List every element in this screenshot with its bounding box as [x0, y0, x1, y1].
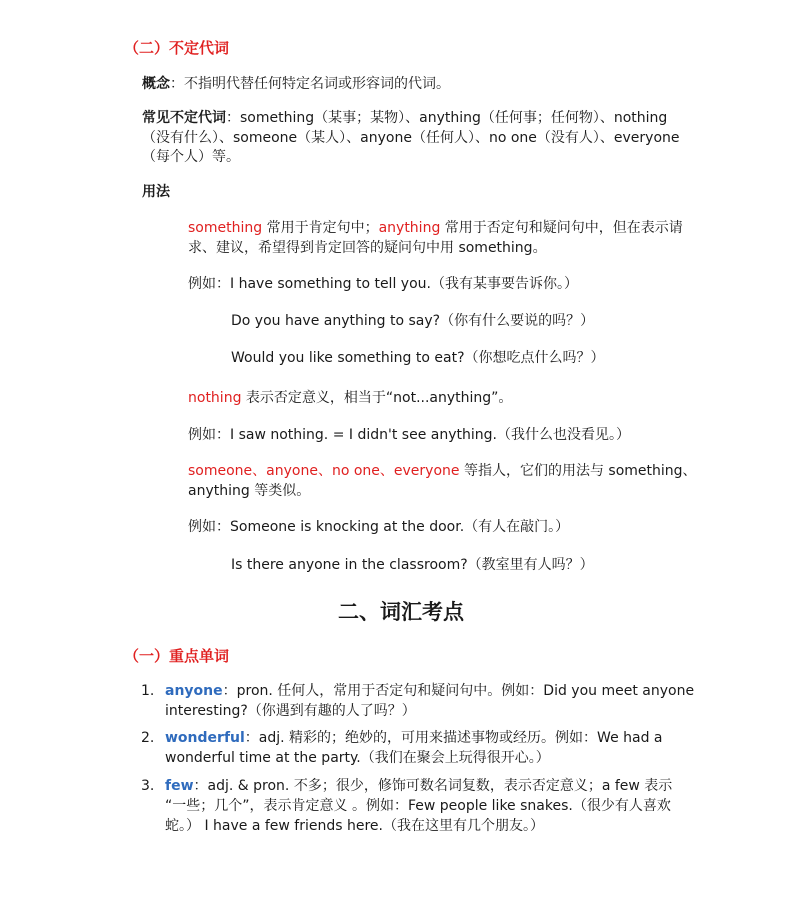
usage3-line2: anything 等类似。: [188, 483, 311, 499]
list-item-number: 3.: [141, 778, 155, 794]
vocab-item-few: [141, 776, 672, 796]
usage1-line1: [188, 218, 683, 238]
vocab-item-wonderful: [141, 728, 663, 748]
section-heading-indefinite-pronouns: （二）不定代词: [124, 39, 230, 57]
vocab-word-few: few: [165, 778, 194, 794]
example1-line3: Would you like something to eat?（你想吃点什么吗？）: [231, 350, 605, 366]
vocab-item1-line1: ：pron. 任何人，常用于否定句和疑问句中。例如：Did you meet anyone: [222, 683, 695, 699]
common-pronouns-line3: （每个人）等。: [142, 149, 240, 165]
example1-line2: Do you have anything to say?（你有什么要说的吗？）: [231, 313, 595, 329]
usage3-rest: 等指人，它们的用法与 something、: [459, 463, 697, 479]
usage1-word-something: something: [188, 220, 263, 236]
vocab-item2-line2: wonderful time at the party.（我们在聚会上玩得很开心。）: [165, 750, 550, 766]
usage2-word-nothing: nothing: [188, 390, 242, 406]
vocab-item2-line1: ：adj. 精彩的；绝妙的，可用来描述事物或经历。例如：We had a: [244, 730, 663, 746]
vocab-item3-line2: “一些；几个”，表示肯定意义 。例如：Few people like snakes.（很少有人喜欢: [165, 798, 671, 814]
common-label: 常见不定代词: [142, 110, 226, 126]
vocab-item3-line3: 蛇。） I have a few friends here.（我在这里有几个朋友。）: [165, 818, 544, 834]
usage3-words: someone、anyone、no one、everyone: [188, 463, 460, 479]
example3-line2: Is there anyone in the classroom?（教室里有人吗？）: [231, 557, 594, 573]
vocab-word-wonderful: wonderful: [165, 730, 245, 746]
example3-line1: 例如：Someone is knocking at the door.（有人在敲门。）: [188, 519, 570, 535]
vocab-item1-line2: interesting?（你遇到有趣的人了吗？）: [165, 703, 416, 719]
concept-line: [142, 74, 450, 94]
concept-label: 概念: [142, 76, 170, 92]
vocab-item-anyone: [141, 681, 694, 701]
example1-line1: 例如：I have something to tell you.（我有某事要告诉你。）: [188, 276, 578, 292]
usage1-word-anything: anything: [378, 220, 441, 236]
common-text-1: ：something（某事；某物）、anything（任何事；任何物）、nothing: [226, 110, 668, 126]
usage1-mid: 常用于肯定句中；: [262, 220, 379, 236]
list-item-number: 2.: [141, 730, 155, 746]
usage-label: 用法: [142, 184, 170, 200]
example2-line1: 例如：I saw nothing. = I didn't see anything.（我什么也没看见。）: [188, 427, 630, 443]
common-pronouns-line2: （没有什么）、someone（某人）、anyone（任何人）、no one（没有人）、everyone: [142, 130, 680, 146]
concept-text: ：不指明代替任何特定名词或形容词的代词。: [170, 76, 450, 92]
usage1-line2: 求、建议，希望得到肯定回答的疑问句中用 something。: [188, 240, 547, 256]
usage3-line1: [188, 461, 697, 481]
vocab-item3-line1: ：adj. & pron. 不多；很少，修饰可数名词复数，表示否定意义；a few 表示: [193, 778, 673, 794]
vocab-word-anyone: anyone: [165, 683, 223, 699]
list-item-number: 1.: [141, 683, 155, 699]
vocab-section-title: 二、词汇考点: [338, 600, 464, 624]
vocab-subheading: （一）重点单词: [124, 647, 230, 665]
usage2-rest: 表示否定意义，相当于“not...anything”。: [241, 390, 513, 406]
common-pronouns-line1: [142, 108, 667, 128]
usage1-rest: 常用于否定句和疑问句中，但在表示请: [440, 220, 683, 236]
usage2-line: [188, 388, 512, 408]
